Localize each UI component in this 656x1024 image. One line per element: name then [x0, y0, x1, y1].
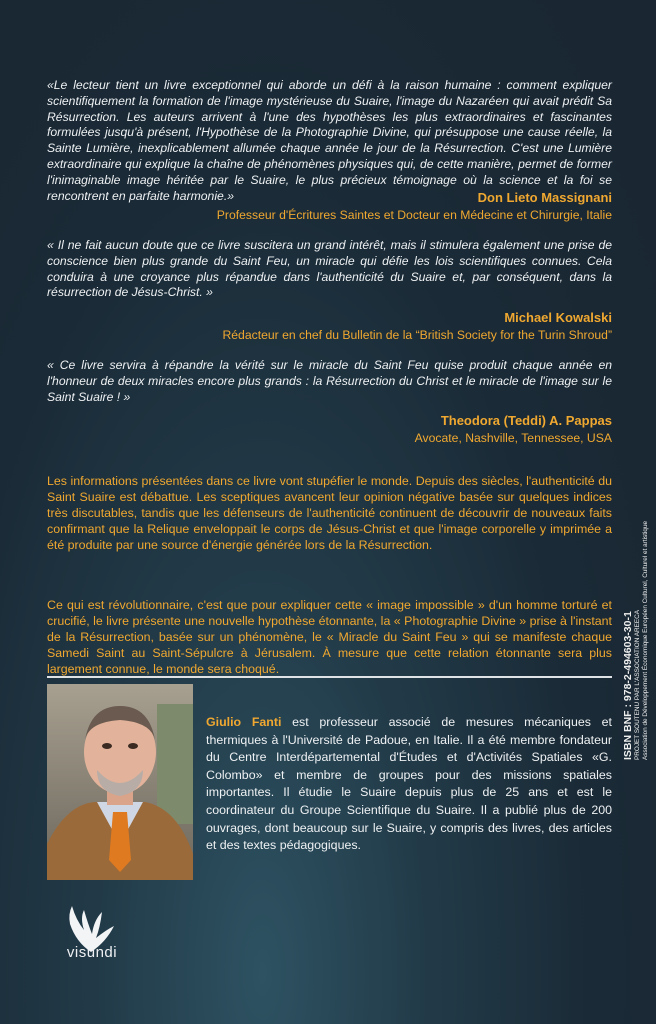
description-paragraph: Les informations présentées dans ce livre vont stupéfier le monde. Depuis des siècles, l'authenticité du Saint Suaire est débattue. Les sceptiques avancent leur opinion négative basée sur quelques indices très discutables, tandis que les défenseurs de l'authenticité continuent de découvrir de nouveaux faits confirmant que la Relique enveloppait le corps de Jésus-Christ et que l'image corporelle y imprimée a été produite par une source d'énergie générée lors de la Résurrection. — [47, 474, 612, 552]
author-bio — [206, 714, 612, 855]
quote-text: « Ce livre servira à répandre la vérité sur le miracle du Saint Feu quise produit chaque année en l'honneur de deux miracles encore plus grands : la Résurrection du Christ et le miracle de l'image sur le Saint Suaire ! » — [47, 358, 612, 404]
publisher-name: visundi — [66, 944, 118, 961]
quote-text: « Il ne fait aucun doute que ce livre suscitera un grand intérêt, mais il stimulera également une prise de conscience bien plus grande du Saint Feu, un miracle qui défie les lois scientifiques connues. Cela conduira à une croyance plus répandue dans l'authenticité du Suaire et, par conséquent, dans la résurrection de Jésus-Christ. » — [47, 238, 612, 300]
quote-text: «Le lecteur tient un livre exceptionnel qui aborde un défi à la raison humaine : comment expliquer scientifiquement la formation de l'image mystérieuse du Suaire, l'image du Nazaréen qui avait prédit Sa Résurrection. Les auteurs arrivent à l'une des hypothèses les plus extraordinaires et fascinantes formulées jusqu'à présent, l'Hypothèse de la Photographie Divine, qui présuppose une cause réelle, la Sainte Lumière, inexplicablement allumée chaque année le jour de la Résurrection. C'est une Lumière extraordinaire qui explique la chaîne de phénomènes physiques qui, de cette manière, permet de former l'inimaginable image héritée par le Suaire, le plus précieux témoignage où la science et la foi se rencontrent en parfaite harmonie.» — [47, 78, 612, 203]
quote-author: Theodora (Teddi) A. Pappas — [440, 413, 612, 428]
author-bio-text: est professeur associé de mesures mécaniques et thermiques à l'Université de Padoue, en Italie. Il a été membre fondateur du Centre Interdépartemental d'Études et d'Activités Spatiales «G. Colombo» et membre de groupes pour des missions spatiales importantes. Il étudie le Suaire depuis plus de 25 ans et est le coordinateur du Groupe Scientifique du Suaire. Il a publié plus de 200 ouvrages, dont beaucoup sur le Suaire, y compris des livres, des articles et des textes pédagogiques. — [206, 715, 612, 853]
isbn-support: PROJET SOUTENU PAR L'ASSOCIATION AREECA — [634, 609, 641, 760]
quote-author-role: Rédacteur en chef du Bulletin de la “British Society for the Turin Shroud” — [222, 328, 612, 342]
author-portrait-icon — [47, 684, 193, 880]
author-photo — [47, 684, 193, 880]
description-paragraph: Ce qui est révolutionnaire, c'est que pour expliquer cette « image impossible » d'un homme torturé et crucifié, le livre présente une nouvelle hypothèse étonnante, la « Photographie Divine » prise à l'instant de la Résurrection, basée sur un phénomène, le « Miracle du Saint Feu » qui se manifeste chaque Samedi Saint au Saint-Sépulcre à Jérusalem. À mesure que cette relation étonnante sera plus largement connue, le monde sera choqué. — [47, 598, 612, 676]
isbn-association: Association de Développement Économique Européen Culturel, Culturel et artistique — [642, 520, 649, 760]
quote-author: Don Lieto Massignani — [477, 190, 612, 205]
author-name: Giulio Fanti — [206, 715, 282, 729]
quote-author-role: Avocate, Nashville, Tennessee, USA — [414, 431, 612, 445]
divider — [47, 676, 612, 678]
isbn-block — [622, 520, 652, 760]
quote-author: Michael Kowalski — [504, 310, 612, 325]
quote-author-role: Professeur d'Écritures Saintes et Docteur en Médecine et Chirurgie, Italie — [216, 208, 612, 222]
isbn-number: ISBN BNF : 978-2-494603-30-1 — [622, 611, 634, 760]
